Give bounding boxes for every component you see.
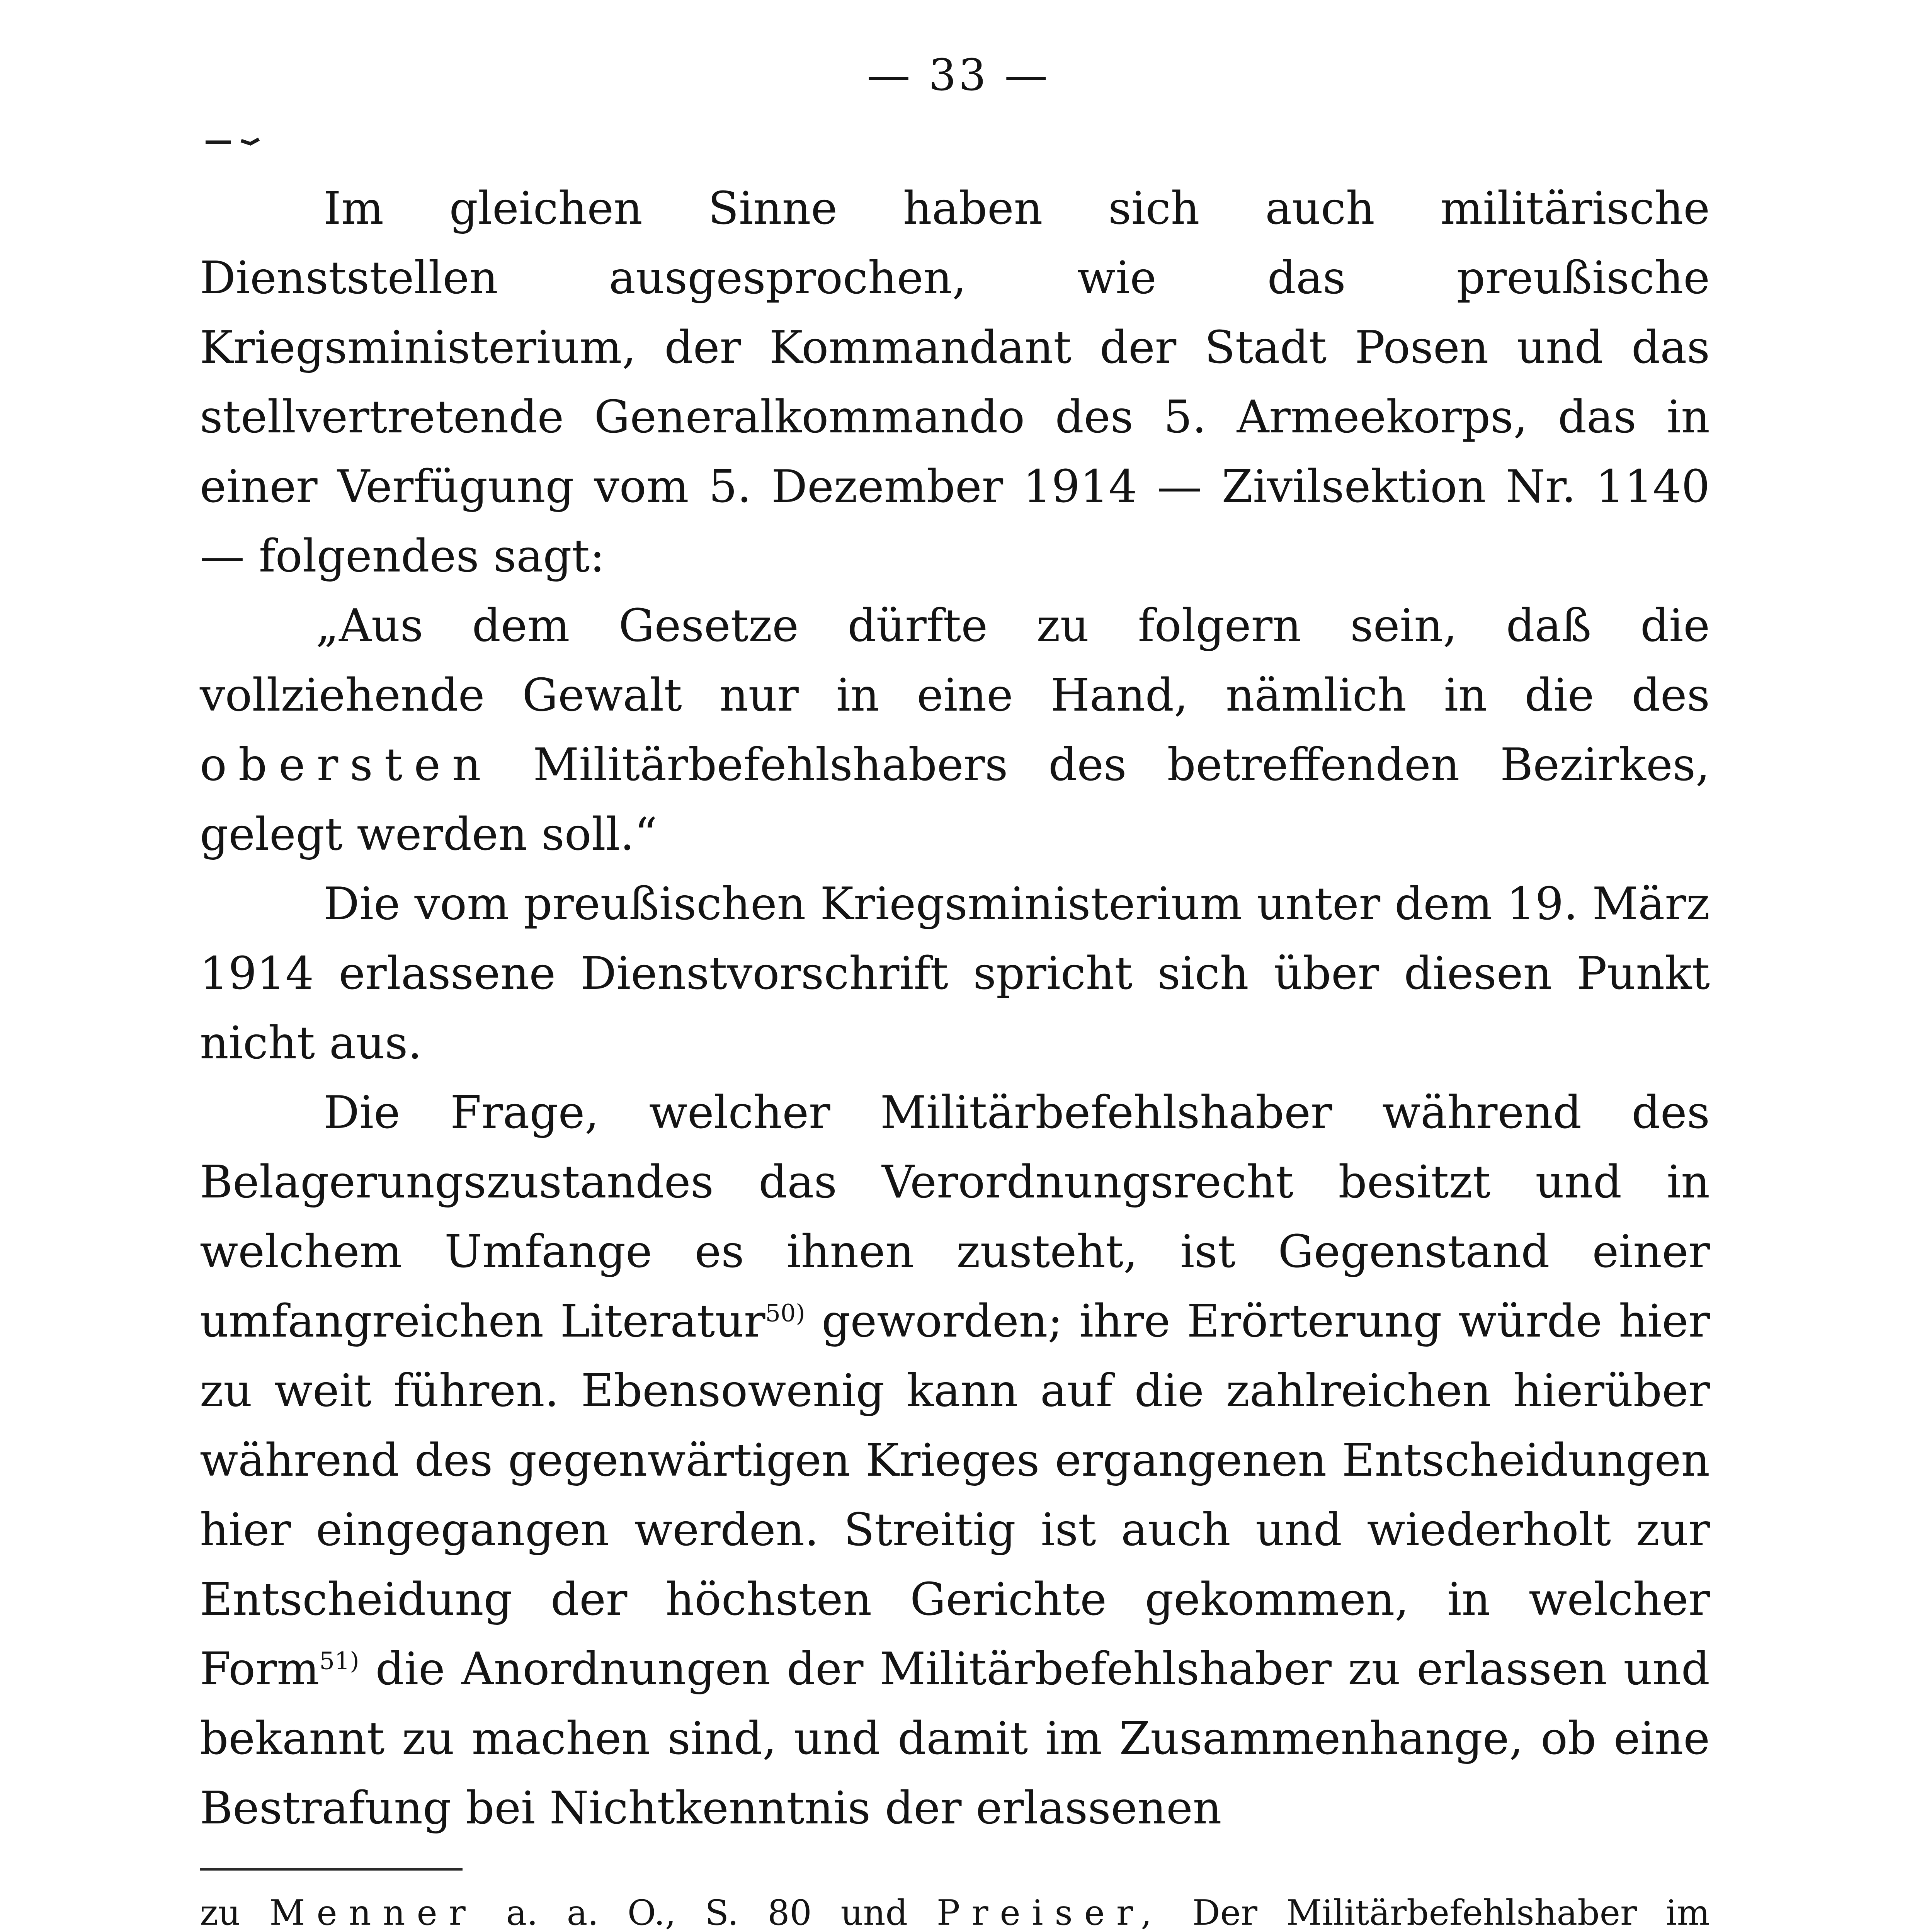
author-name: Preiser,	[936, 1893, 1163, 1932]
quote-emphasis: obersten	[200, 739, 493, 791]
paragraph-1: Im gleichen Sinne haben sich auch militärische Dienststellen ausgesprochen, wie das preußische Kriegsministerium, der Kommandant der Stadt Posen und das stellvertretende Generalkommando des 5. Armeekorps, das in einer Verfügung vom 5. Dezember 1914 — Zivilsektion Nr. 1140 — folgendes sagt:	[200, 182, 1710, 582]
footnote-49-continued	[200, 1886, 1710, 1932]
paragraph-3	[200, 1078, 1710, 1843]
paragraph-2: Die vom preußischen Kriegsministerium unter dem 19. März 1914 erlassene Dienstvorschrift spricht sich über diesen Punkt nicht aus.	[200, 878, 1710, 1069]
footnote-divider	[200, 1868, 463, 1871]
stray-ink-mark	[204, 136, 262, 146]
quoted-passage	[200, 591, 1710, 869]
paragraph-3-text-a: Die Frage, welcher Militärbefehlshaber während des Belagerungszustandes das Verordnungsrecht besitzt und in welchem Umfange es ihnen zusteht, ist Gegenstand einer umfangreichen Literatur	[200, 1087, 1710, 1347]
footnote-text: a. a. O., S. 80 und	[506, 1893, 908, 1932]
page-number: — 33 —	[867, 50, 1050, 100]
quote-text-start: „Aus dem Gesetze dürfte zu folgern sein, daß die vollziehende Gewalt nur in eine Hand, nämlich in die des	[200, 600, 1710, 721]
footnote-text: Der Militärbefehlshaber im	[1192, 1893, 1710, 1932]
footnote-ref-51: 51)	[319, 1646, 359, 1675]
paragraph-3-text-c: die Anordnungen der Militärbefehlshaber zu erlassen und bekannt zu machen sind, und damit im Zusammenhange, ob eine Bestrafung bei Nichtkenntnis der erlassenen	[200, 1643, 1710, 1834]
quote-text-end: Militärbefehlshabers des betreffenden Bezirkes, gelegt werden soll.“	[200, 739, 1710, 861]
main-text	[200, 174, 1710, 1843]
footnote-text: zu	[200, 1893, 241, 1932]
author-name: Menner	[269, 1893, 477, 1932]
paragraph-3-text-b: geworden; ihre Erörterung würde hier zu weit führen. Ebensowenig kann auf die zahlreichen hierüber während des gegenwärtigen Krieges ergangenen Entscheidungen hier eingegangen werden. Streitig ist auch und wiederholt zur Entscheidung der höchsten Gerichte gekommen, in welcher Form	[200, 1295, 1710, 1695]
footnotes	[200, 1886, 1710, 1932]
footnote-ref-50: 50)	[765, 1299, 805, 1327]
